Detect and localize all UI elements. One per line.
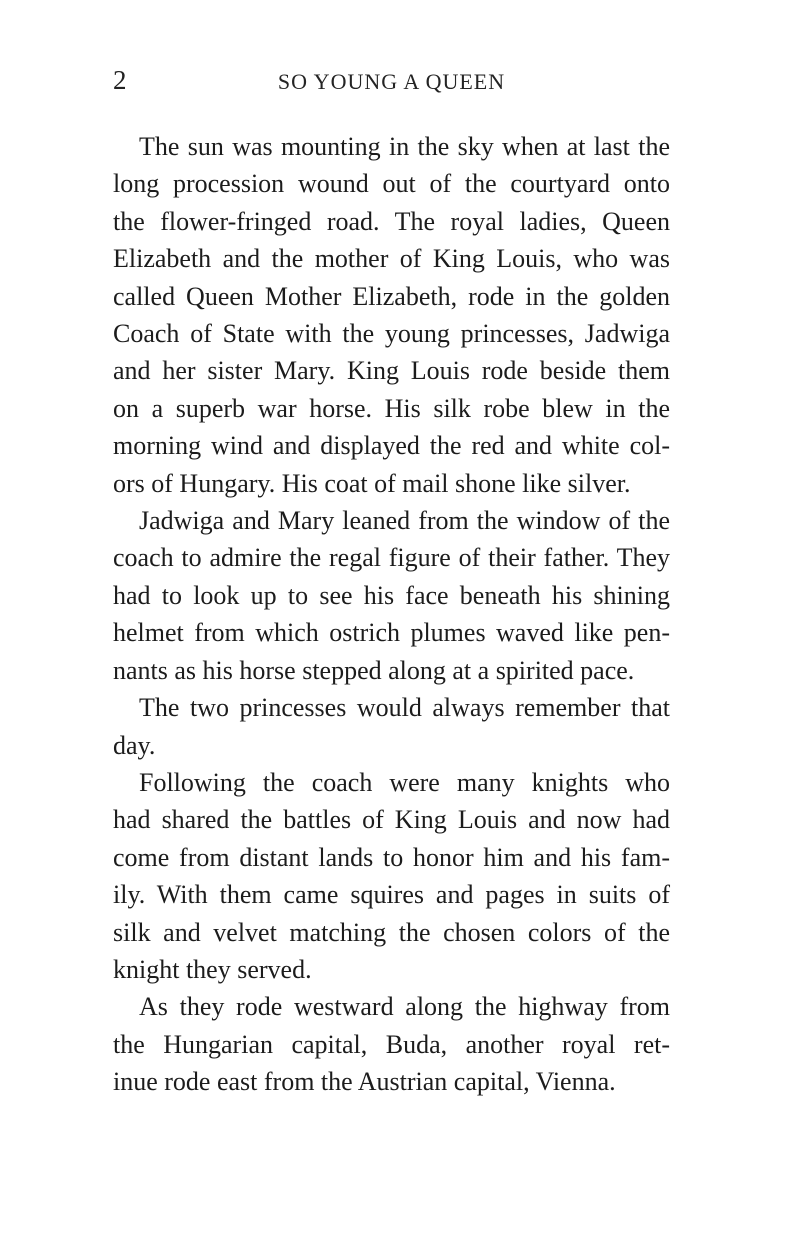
text-line: day. (113, 730, 156, 760)
text-line: Jadwiga and Mary leaned from the window of the (139, 506, 670, 536)
paragraph (113, 764, 670, 988)
page-header (113, 64, 670, 98)
text-line: coach to admire the regal figure of their father. They (113, 543, 670, 573)
text-line: Coach of State with the young princesses, Jadwiga (113, 319, 670, 349)
text-line: Following the coach were many knights who (139, 767, 670, 797)
running-title: SO YOUNG A QUEEN (277, 69, 506, 94)
text-line: called Queen Mother Elizabeth, rode in the golden (113, 281, 670, 311)
text-line: on a superb war horse. His silk robe blew in the (113, 393, 670, 423)
text-line: inue rode east from the Austrian capital, Vienna. (113, 1067, 616, 1097)
text-line: ily. With them came squires and pages in suits of (113, 880, 670, 910)
paragraph (113, 502, 670, 689)
text-line: had to look up to see his face beneath his shining (113, 580, 670, 610)
text-line: ors of Hungary. His coat of mail shone like silver. (113, 468, 631, 498)
paragraph (113, 128, 670, 502)
text-line: The sun was mounting in the sky when at last the (139, 132, 670, 161)
text-line: and her sister Mary. King Louis rode beside them (113, 356, 670, 386)
text-line: As they rode westward along the highway from (139, 992, 670, 1022)
text-line: come from distant lands to honor him and his fam- (113, 842, 670, 872)
text-line: the Hungarian capital, Buda, another royal ret- (113, 1029, 670, 1059)
text-line: long procession wound out of the courtyard onto (113, 169, 670, 199)
paragraph (113, 689, 670, 764)
text-line: helmet from which ostrich plumes waved like pen- (113, 618, 670, 648)
text-line: nants as his horse stepped along at a spirited pace. (113, 655, 635, 685)
paragraph (113, 988, 670, 1100)
page-number: 2 (113, 65, 127, 95)
body-text (113, 128, 670, 1101)
text-line: the flower-fringed road. The royal ladies, Queen (113, 206, 670, 236)
text-line: Elizabeth and the mother of King Louis, who was (113, 244, 670, 274)
text-line: knight they served. (113, 954, 312, 984)
text-line: silk and velvet matching the chosen colors of the (113, 917, 670, 947)
text-line: had shared the battles of King Louis and now had (113, 805, 670, 835)
text-line: The two princesses would always remember that (139, 693, 670, 723)
text-line: morning wind and displayed the red and white col- (113, 431, 670, 461)
